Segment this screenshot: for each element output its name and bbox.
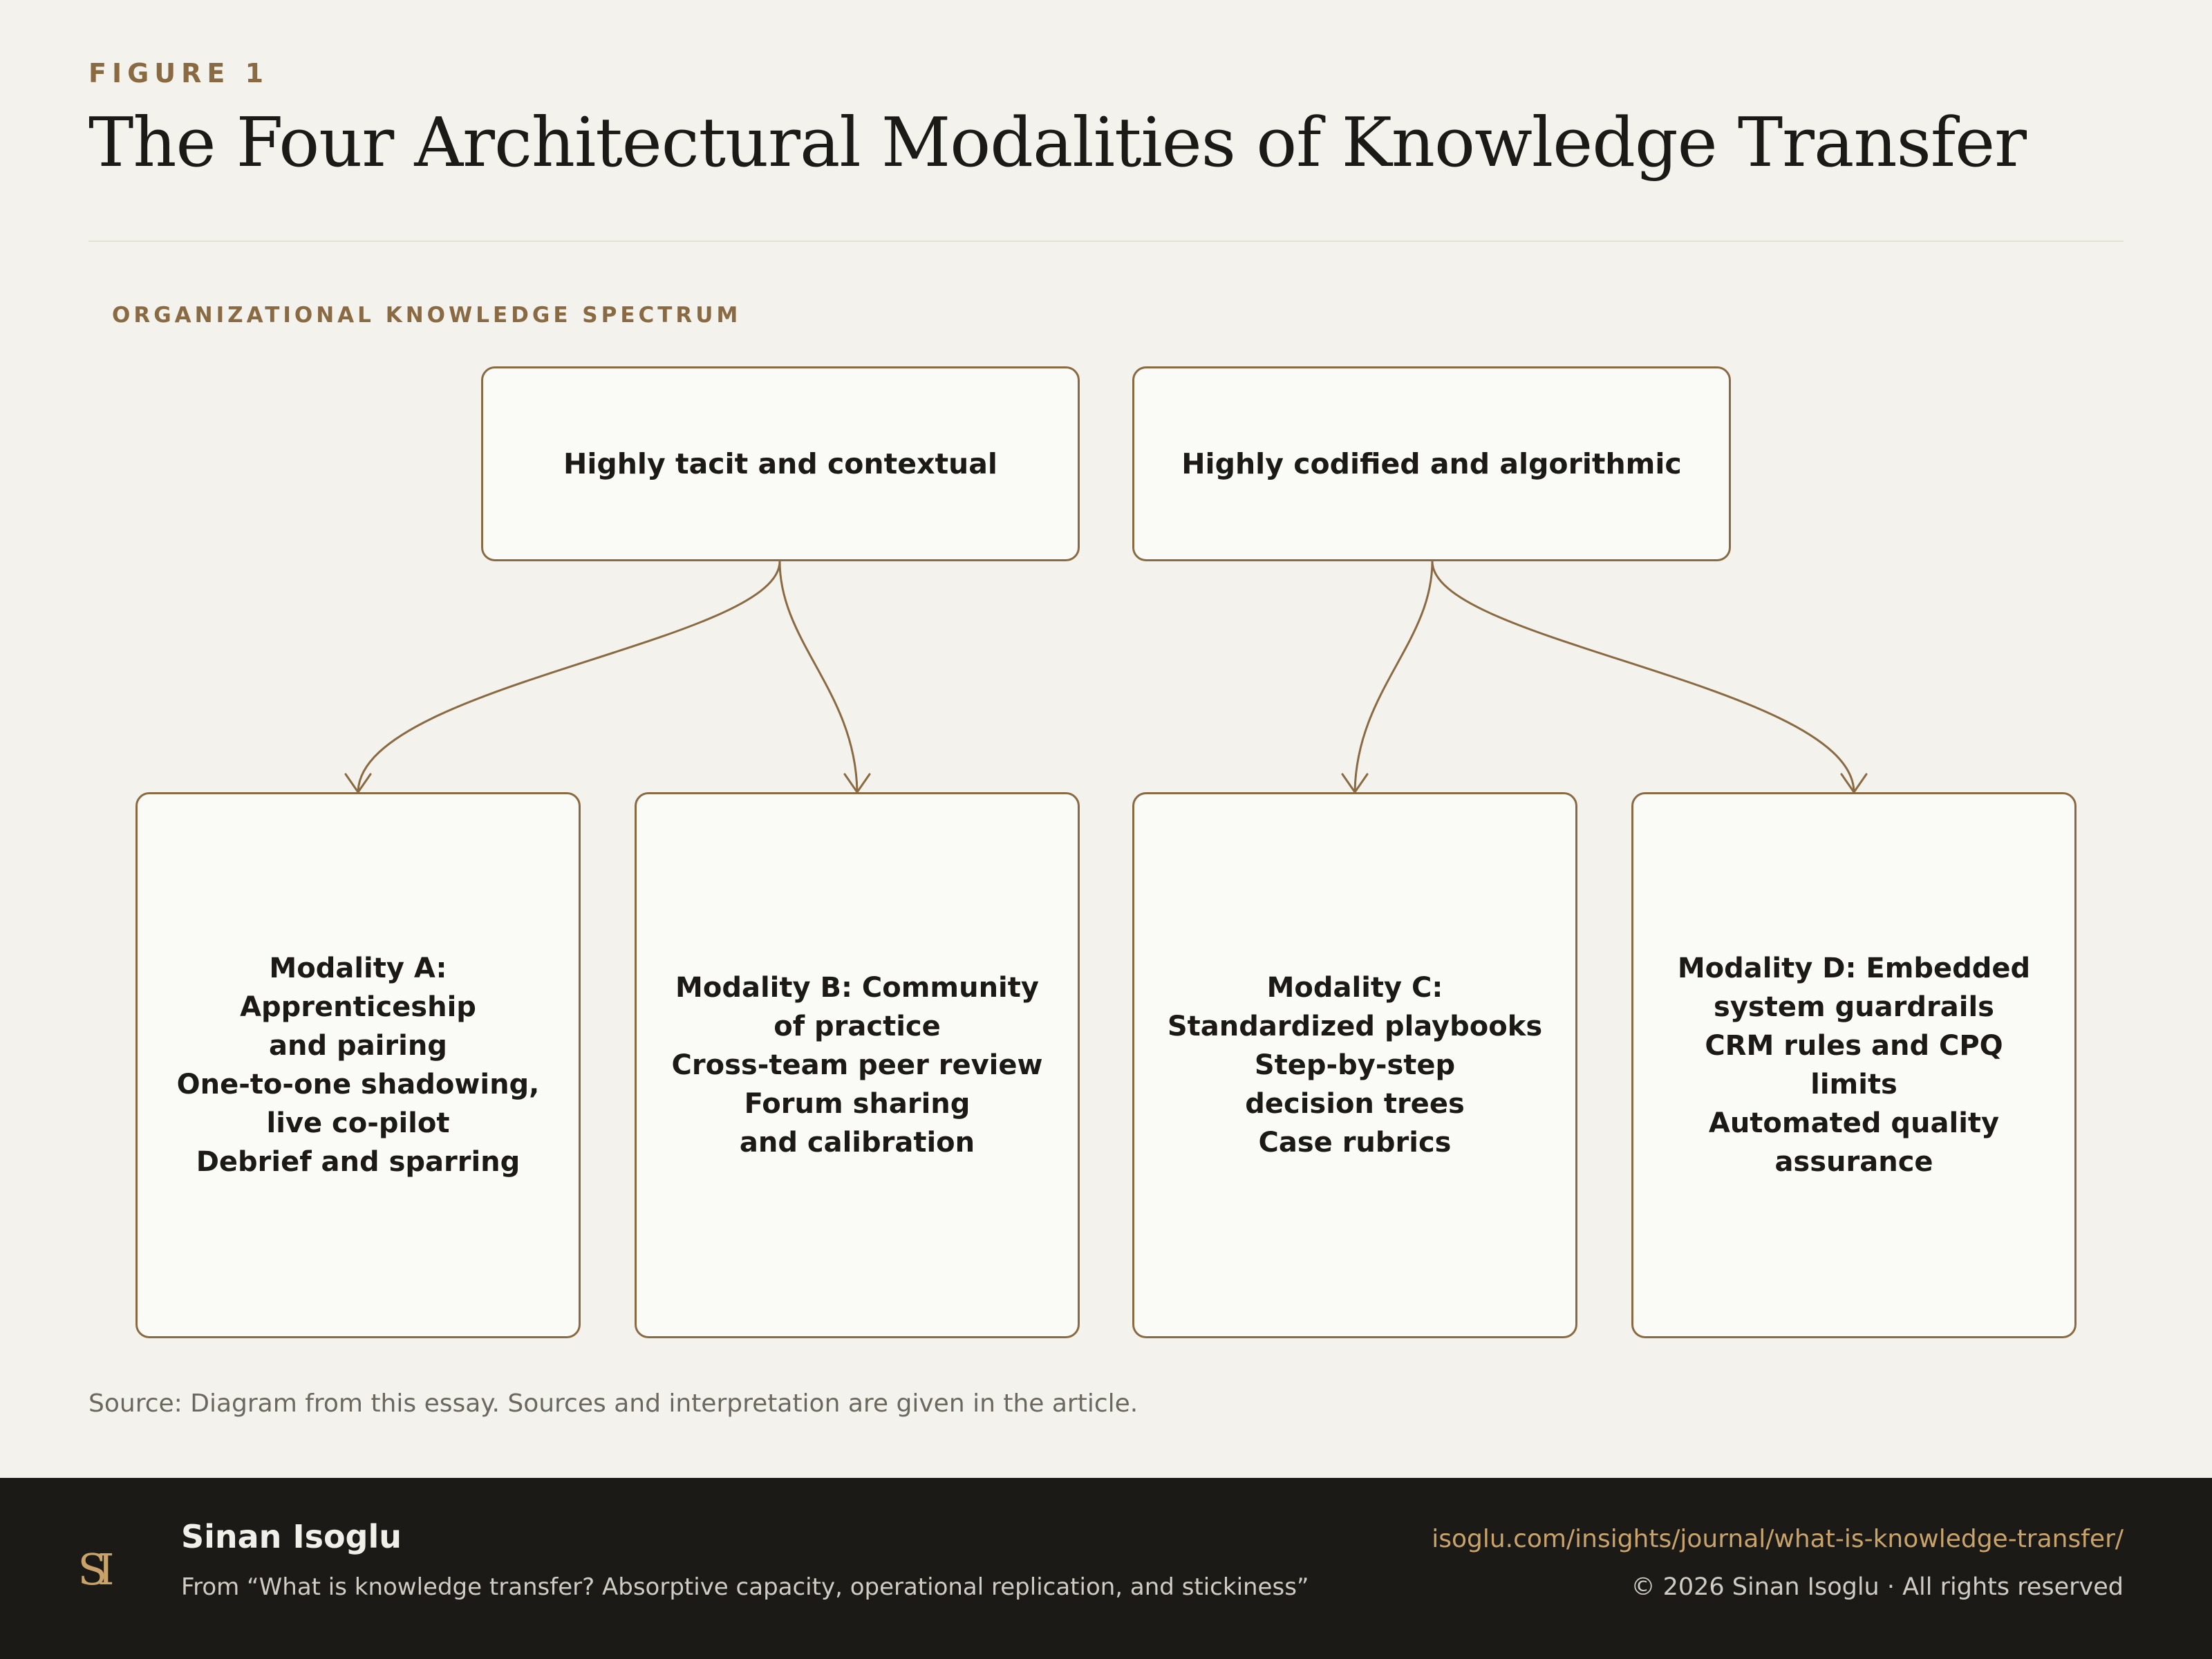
page-title: The Four Architectural Modalities of Knowledge Transfer — [88, 104, 2026, 182]
author-name: Sinan Isoglu — [181, 1518, 402, 1555]
modality-a-line: and pairing — [269, 1030, 447, 1062]
node-modality-b — [635, 792, 1080, 1338]
modality-a-line: live co-pilot — [266, 1107, 450, 1139]
edge-tacit-to-modality-b — [780, 561, 857, 792]
modality-b-line: Modality B: Community — [675, 972, 1039, 1004]
article-url-link[interactable]: isoglu.com/insights/journal/what-is-knowledge-transfer/ — [1432, 1525, 2124, 1553]
modality-c-line: decision trees — [1245, 1088, 1465, 1120]
si-logo-icon — [64, 1541, 119, 1597]
modality-b-line: and calibration — [739, 1127, 975, 1159]
node-highly-tacit — [481, 366, 1080, 561]
node-highly-codified — [1132, 366, 1731, 561]
modality-c-line: Standardized playbooks — [1167, 1011, 1543, 1042]
edge-codified-to-modality-c — [1355, 561, 1432, 792]
edge-tacit-to-modality-a — [358, 561, 780, 792]
modality-b-line: Forum sharing — [744, 1088, 971, 1120]
modality-a-line: Debrief and sparring — [196, 1146, 521, 1178]
node-modality-c — [1132, 792, 1577, 1338]
source-note: Source: Diagram from this essay. Sources and interpretation are given in the article. — [88, 1389, 1138, 1418]
article-reference: From “What is knowledge transfer? Absorptive capacity, operational replication, and stickiness” — [181, 1573, 1309, 1601]
node-modality-d — [1631, 792, 2077, 1338]
modality-d-line: Modality D: Embedded — [1677, 953, 2031, 984]
modality-c-line: Step-by-step — [1254, 1049, 1456, 1081]
node-highly-codified-label: Highly codified and algorithmic — [1181, 447, 1682, 480]
edge-codified-to-modality-d — [1432, 561, 1854, 792]
modality-b-line: Cross-team peer review — [671, 1049, 1043, 1081]
figure-label: FIGURE 1 — [88, 58, 270, 88]
modality-c-line: Case rubrics — [1258, 1127, 1452, 1159]
footer — [0, 1478, 2212, 1659]
modality-d-line: Automated quality — [1708, 1107, 2000, 1139]
node-highly-tacit-label: Highly tacit and contextual — [563, 447, 997, 480]
modality-b-line: of practice — [774, 1011, 941, 1042]
spectrum-label: ORGANIZATIONAL KNOWLEDGE SPECTRUM — [112, 303, 742, 328]
modality-a-line: One-to-one shadowing, — [176, 1069, 540, 1100]
modality-d-line: limits — [1810, 1069, 1897, 1100]
modality-c-line: Modality C: — [1266, 972, 1443, 1004]
modality-a-line: Apprenticeship — [240, 991, 476, 1023]
copyright: © 2026 Sinan Isoglu · All rights reserved — [1631, 1573, 2124, 1601]
modality-d-line: CRM rules and CPQ — [1705, 1030, 2003, 1062]
modality-a-line: Modality A: — [269, 953, 447, 984]
modality-d-line: assurance — [1774, 1146, 1933, 1178]
node-modality-a — [135, 792, 581, 1338]
svg-text:SI: SI — [77, 1544, 105, 1595]
modality-d-line: system guardrails — [1714, 991, 1994, 1023]
